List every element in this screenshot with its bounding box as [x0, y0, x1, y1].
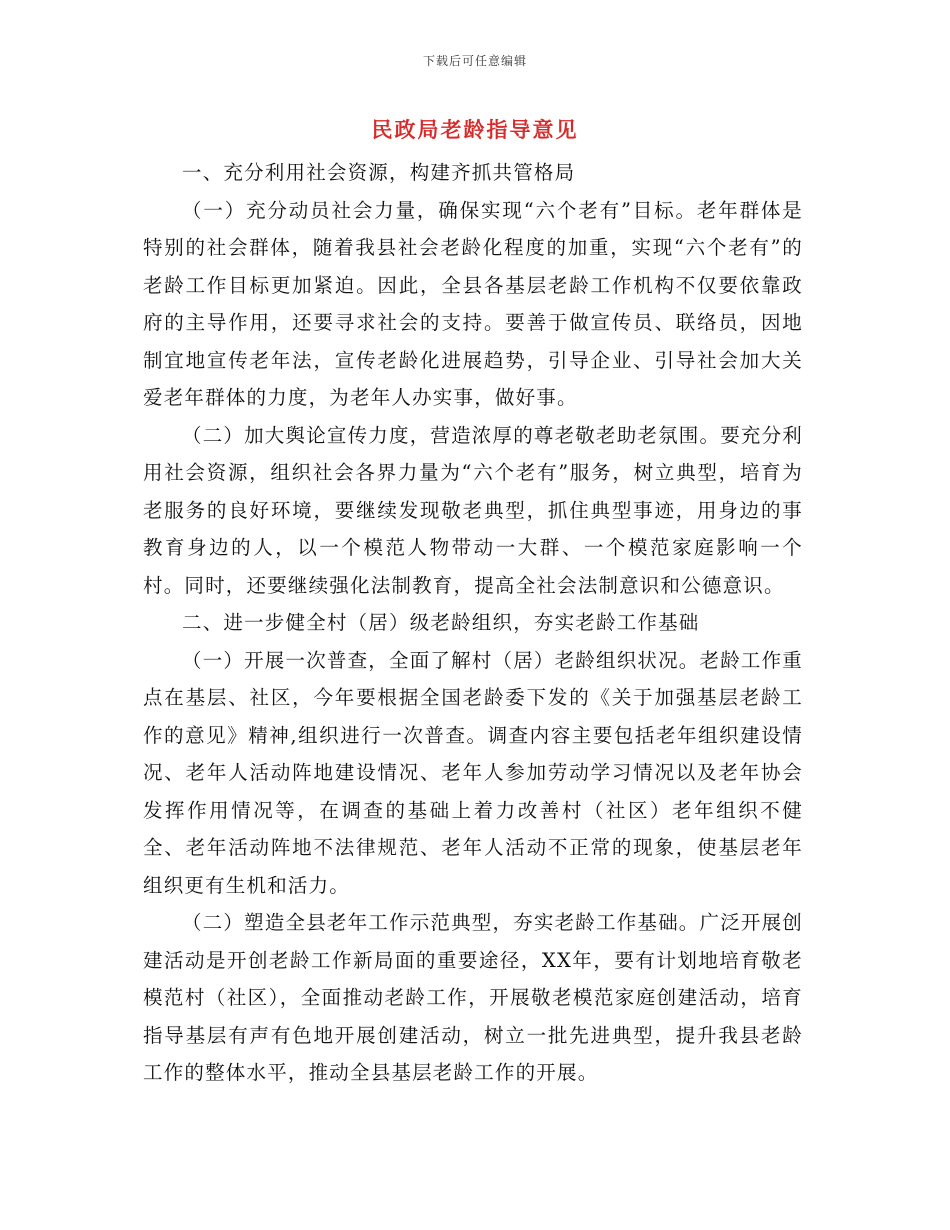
header-note: 下载后可任意编辑: [422, 54, 527, 68]
paragraph-1-2: （二）加大舆论宣传力度，营造浓厚的尊老敬老助老氛围。要充分利用社会资源，组织社会各界力量为“六个老有”服务，树立典型，培育为老服务的良好环境，要继续发现敬老典型，抓住典型事迹，用身边的事教育身边的人，以一个模范人物带动一大群、一个模范家庭影响一个村。同时，还要继续强化法制教育，提高全社会法制意识和公德意识。: [143, 423, 804, 597]
paragraph-2-1: （一）开展一次普查，全面了解村（居）老龄组织状况。老龄工作重点在基层、社区，今年要根据全国老龄委下发的《关于加强基层老龄工作的意见》精神,组织进行一次普查。调查内容主要包括老年组织建设情况、老年人活动阵地建设情况、老年人参加劳动学习情况以及老年协会发挥作用情况等，在调查的基础上着力改善村（社区）老年组织不健全、老年活动阵地不法律规范、老年人活动不正常的现象，使基层老年组织更有生机和活力。: [143, 648, 804, 897]
document-title: 民政局老龄指导意见: [371, 117, 579, 142]
section-heading-1: 一、充分利用社会资源，构建齐抓共管格局: [182, 161, 576, 184]
section-heading-2: 二、进一步健全村（居）级老龄组织，夯实老龄工作基础: [182, 611, 700, 634]
paragraph-1-1: （一）充分动员社会力量，确保实现“六个老有”目标。老年群体是特别的社会群体，随着我县社会老龄化程度的加重，实现“六个老有”的老龄工作目标更加紧迫。因此，全县各基层老龄工作机构不仅要依靠政府的主导作用，还要寻求社会的支持。要善于做宣传员、联络员，因地制宜地宣传老年法，宣传老龄化进展趋势，引导企业、引导社会加大关爱老年群体的力度，为老年人办实事，做好事。: [143, 198, 803, 409]
document-body: [143, 154, 803, 1092]
paragraph-2-2: （二）塑造全县老年工作示范典型，夯实老龄工作基础。广泛开展创建活动是开创老龄工作新局面的重要途径，XX年，要有计划地培育敬老模范村（社区），全面推动老龄工作，开展敬老模范家庭创建活动，培育指导基层有声有色地开展创建活动，树立一批先进典型，提升我县老龄工作的整体水平，推动全县基层老龄工作的开展。: [143, 911, 804, 1084]
